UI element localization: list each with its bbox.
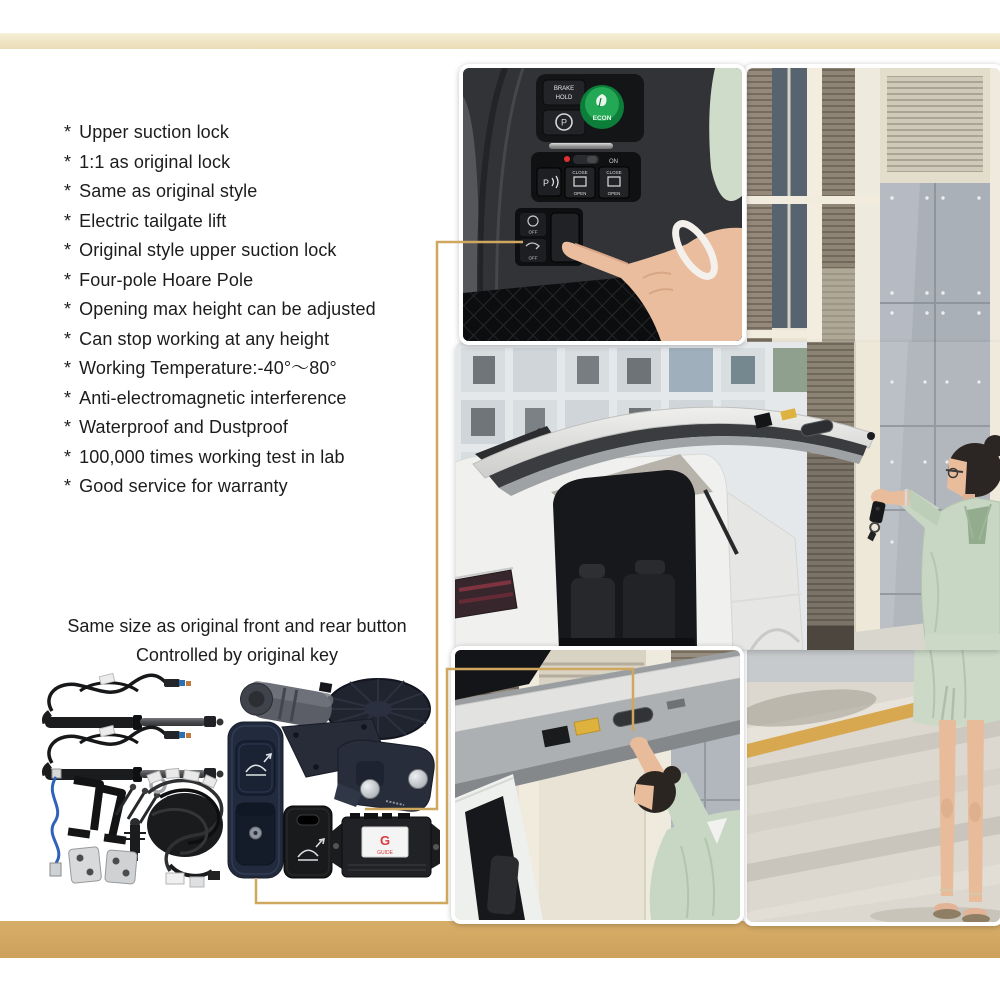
feature-item — [64, 325, 376, 355]
control-box — [330, 813, 440, 877]
feature-text: Electric tailgate lift — [79, 210, 227, 231]
feature-item — [64, 148, 376, 178]
bottom-accent-band — [0, 921, 1000, 958]
bullet: * — [64, 240, 72, 260]
features-list — [64, 118, 376, 502]
bullet: * — [64, 328, 72, 349]
power-indicator — [564, 156, 570, 162]
bullet: * — [64, 299, 72, 319]
open-label-1: OPEN — [573, 191, 587, 196]
feature-item — [64, 354, 376, 384]
feature-item — [64, 295, 376, 325]
chrome-trim — [549, 143, 613, 149]
feature-item — [64, 413, 376, 443]
pill-cutout — [297, 815, 319, 825]
door-close-open-button-2 — [599, 167, 629, 198]
bullet: * — [64, 269, 72, 290]
top-accent-band — [0, 33, 1000, 49]
feature-text: Original style upper suction lock — [79, 240, 337, 260]
middle-button-cluster — [531, 152, 641, 202]
feature-text: Upper suction lock — [79, 122, 229, 142]
tailgate-switch-trim — [228, 722, 283, 878]
feature-text: 100,000 times working test in lab — [79, 446, 345, 467]
open-close-switch — [236, 741, 275, 795]
bullet: * — [64, 122, 72, 142]
photo-tailgate-button-press — [451, 646, 744, 924]
brand-name: GUIDE — [377, 850, 393, 856]
feature-text: Same as original style — [79, 181, 258, 201]
motor-cylinder — [238, 669, 337, 730]
bullet: * — [64, 417, 72, 437]
latch-cap-1 — [361, 780, 380, 799]
caption-line-1: Same size as original front and rear button — [67, 616, 407, 636]
feature-item — [64, 177, 376, 207]
feature-text: Can stop working at any height — [79, 328, 330, 349]
feature-text: Working Temperature:-40°～80° — [79, 358, 337, 378]
feature-item — [64, 118, 376, 148]
bullet: * — [64, 358, 72, 378]
blue-wire — [50, 769, 61, 876]
feature-text: 1:1 as original lock — [79, 151, 231, 172]
kit-parts-image — [20, 665, 440, 913]
photo-interior-buttons — [459, 64, 746, 345]
bullet: * — [64, 181, 72, 201]
brake-hold-button — [543, 80, 585, 105]
kit-captions — [22, 612, 452, 670]
tailgate-button-press-image — [455, 650, 740, 920]
interior-buttons-image — [463, 68, 742, 341]
off-label-top: OFF — [528, 229, 538, 235]
wiring-harness — [147, 768, 223, 887]
bullet: * — [64, 476, 72, 496]
door-close-open-button-1 — [565, 167, 595, 198]
latch-cap-2 — [409, 770, 428, 789]
gas-strut-1 — [45, 673, 224, 730]
rubber-button-pad — [284, 806, 332, 878]
bullet: * — [64, 446, 72, 467]
feature-text: Waterproof and Dustproof — [79, 417, 288, 437]
close-label-2: CLOSE — [606, 170, 622, 175]
bullet: * — [64, 210, 72, 231]
photo-tailgate-open — [455, 342, 1000, 650]
feature-item — [64, 266, 376, 296]
feature-item — [64, 207, 376, 237]
parking-brake-label: P — [560, 117, 568, 128]
feature-item — [64, 236, 376, 266]
bullet: * — [64, 151, 72, 172]
off-label-bottom: OFF — [528, 255, 538, 261]
feature-text: Four-pole Hoare Pole — [79, 269, 254, 290]
econ-label: ECON — [592, 115, 612, 122]
kit-parts — [20, 665, 440, 913]
feature-text: Anti-electromagnetic interference — [79, 387, 347, 408]
on-label: ON — [609, 159, 618, 165]
brake-hold-label-2: HOLD — [555, 95, 573, 101]
feature-text: Good service for warranty — [79, 476, 288, 496]
brand-logo: G — [379, 833, 391, 848]
sonar-label: P — [542, 178, 550, 188]
feature-item — [64, 472, 376, 502]
open-label-2: OPEN — [607, 191, 621, 196]
feature-item — [64, 384, 376, 414]
caption-line-2: Controlled by original key — [135, 645, 339, 665]
close-label-1: CLOSE — [572, 170, 588, 175]
feature-item — [64, 443, 376, 473]
brake-hold-label-1: BRAKE — [553, 86, 575, 92]
bullet: * — [64, 387, 72, 408]
upper-button-cluster — [536, 74, 644, 149]
tailgate-open-image — [455, 342, 1000, 650]
feature-text: Opening max height can be adjusted — [79, 299, 376, 319]
metal-plates — [68, 847, 137, 885]
